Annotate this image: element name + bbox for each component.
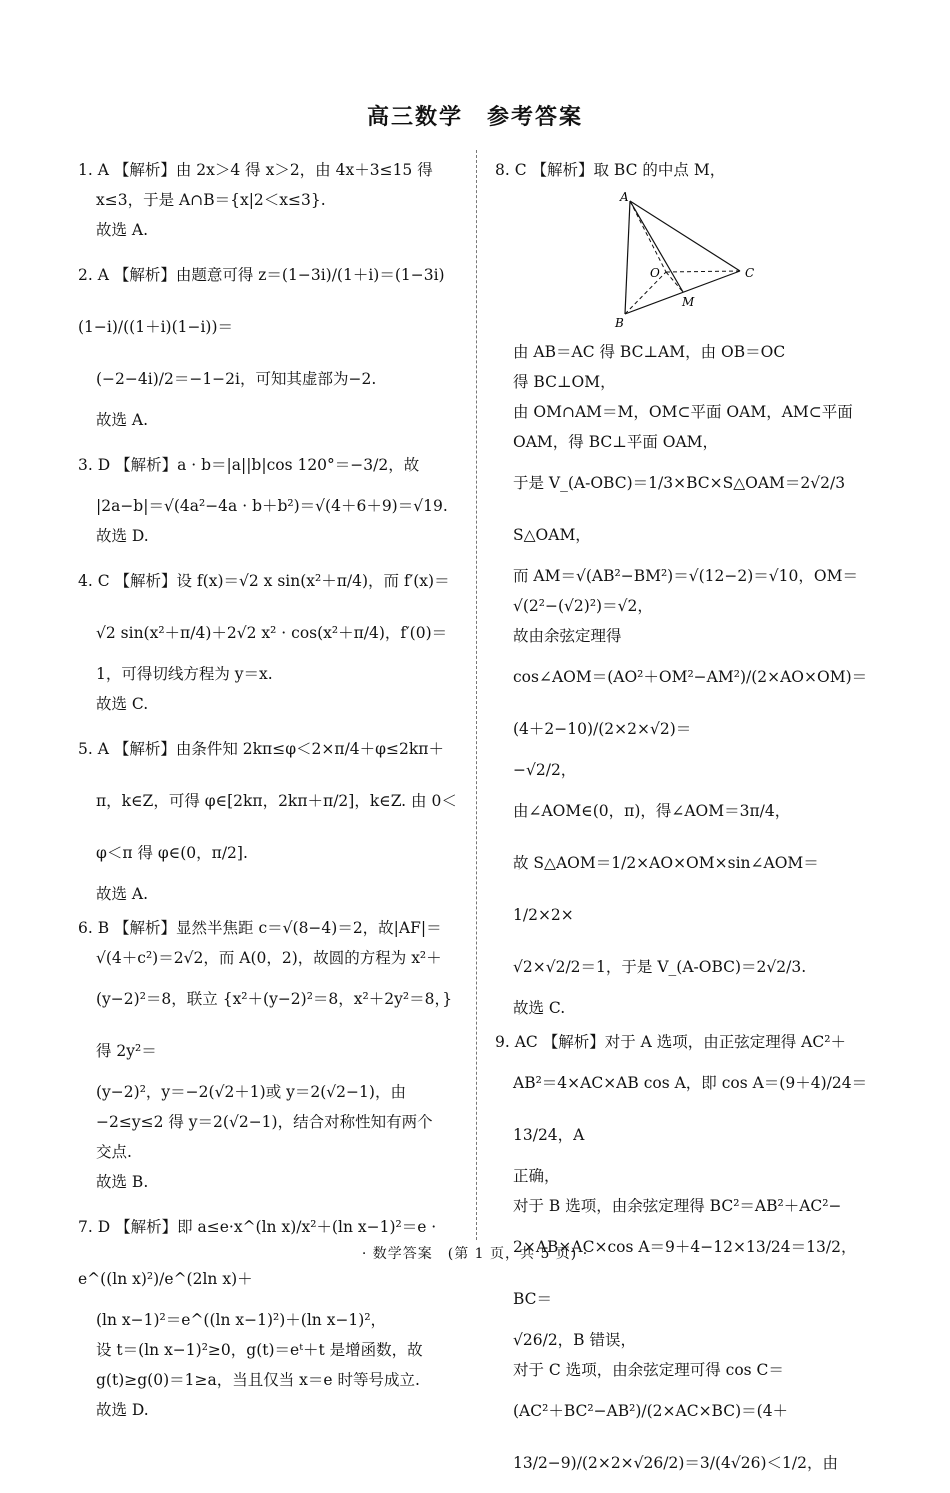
text-line: 7. D 【解析】即 a≤e·x^(ln x)/x²＋(ln x−1)²＝e · e^((ln x)²)/e^(2ln x)＋ (78, 1218, 437, 1288)
text-line: 由∠AOM∈(0，π)，得∠AOM＝3π/4， (513, 802, 791, 820)
tetrahedron-figure (610, 189, 760, 329)
text-line: 2×AB×AC×cos A＝9＋4−12×13/24＝13/2，BC＝ (513, 1238, 857, 1308)
vertex-label-a: A (620, 190, 629, 204)
text-line: 故选 D. (96, 1401, 149, 1419)
text-line: √26/2，B 错误， (513, 1331, 637, 1349)
text-line: x≤3，于是 A∩B＝{x|2＜x≤3}. (96, 191, 326, 209)
text-line: (AC²＋BC²−AB²)/(2×AC×BC)＝(4＋13/2−9)/(2×2×√26/2)＝3/(4√26)＜1/2，由 (513, 1402, 838, 1472)
vertex-label-b: B (615, 316, 624, 329)
vertex-label-m: M (682, 295, 695, 309)
text-line: 故选 A. (96, 411, 149, 429)
text-line: |2a−b|＝√(4a²−4a · b＋b²)＝√(4＋6＋9)＝√19. (96, 497, 448, 515)
text-line: 9. AC 【解析】对于 A 选项，由正弦定理得 AC²＋ (495, 1033, 846, 1051)
text-line: √2 sin(x²＋π/4)＋2√2 x² · cos(x²＋π/4)，f′(0)＝ (96, 624, 448, 642)
vertex-label-c: C (745, 266, 755, 280)
text-line: 而 AM＝√(AB²−BM²)＝√(12−2)＝√10，OM＝ (513, 567, 858, 585)
answer-q1 (78, 155, 460, 245)
text-line: 故 S△AOM＝1/2×AO×OM×sin∠AOM＝1/2×2× (513, 854, 819, 924)
text-line: (y−2)²，y＝−2(√2＋1)或 y＝2(√2−1)，由 (96, 1083, 406, 1101)
text-line: (ln x−1)²＝e^((ln x−1)²)＋(ln x−1)²， (96, 1311, 387, 1329)
right-column (495, 155, 873, 1493)
text-line: OAM，得 BC⊥平面 OAM， (513, 433, 719, 451)
text-line: 2. A 【解析】由题意可得 z＝(1−3i)/(1＋i)＝(1−3i)(1−i)/((1＋i)(1−i))＝ (78, 266, 445, 336)
text-line: 5. A 【解析】由条件知 2kπ≤φ＜2×π/4＋φ≤2kπ＋ (78, 740, 444, 758)
answer-q7 (78, 1201, 460, 1425)
text-line: 故选 A. (96, 885, 149, 903)
text-line: 4. C 【解析】设 f(x)＝√2 x sin(x²＋π/4)，而 f′(x)＝ (78, 572, 450, 590)
text-line: −√2/2， (513, 761, 577, 779)
text-line: AB²＝4×AC×AB cos A，即 cos A＝(9＋4)/24＝13/24，A (513, 1074, 868, 1144)
text-line: g(t)≥g(0)＝1≥a，当且仅当 x＝e 时等号成立. (96, 1371, 420, 1389)
text-line: (y−2)²＝8，联立 {x²＋(y−2)²＝8，x²＋2y²＝8，} 得 2y²＝ (96, 990, 453, 1060)
left-column (78, 155, 460, 1429)
text-line: φ＜π 得 φ∈(0，π/2]. (96, 844, 248, 862)
text-line: 故选 A. (96, 221, 149, 239)
text-line: 对于 C 选项，由余弦定理可得 cos C＝ (513, 1361, 784, 1379)
text-line: 于是 V_(A-OBC)＝1/3×BC×S△OAM＝2√2/3 S△OAM， (513, 474, 846, 544)
answer-q3 (78, 439, 460, 551)
text-line: 交点. (96, 1143, 132, 1161)
text-line: −2≤y≤2 得 y＝2(√2−1)，结合对称性知有两个 (96, 1113, 433, 1131)
text-line: 由 OM∩AM＝M，OM⊂平面 OAM，AM⊂平面 (513, 403, 853, 421)
text-line: (−2−4i)/2＝−1−2i，可知其虚部为−2. (96, 370, 377, 388)
answer-q4 (78, 555, 460, 719)
text-line: 得 BC⊥OM， (513, 373, 616, 391)
text-line: 故选 D. (96, 527, 149, 545)
text-line: 设 t＝(ln x−1)²≥0，g(t)＝eᵗ＋t 是增函数，故 (96, 1341, 423, 1359)
text-line: √2×√2/2＝1，于是 V_(A-OBC)＝2√2/3. (513, 958, 807, 976)
text-line: 3. D 【解析】a · b＝|a||b|cos 120°＝−3/2，故 (78, 456, 420, 474)
text-line: π，k∈Z，可得 φ∈[2kπ，2kπ＋π/2]，k∈Z. 由 0＜ (96, 792, 457, 810)
vertex-label-o: O (650, 266, 660, 280)
text-line: 由 AB＝AC 得 BC⊥AM，由 OB＝OC (513, 343, 786, 361)
text-line: 故选 B. (96, 1173, 149, 1191)
page-footer: · 数学答案 (第 1 页，共 5 页) · (361, 1246, 589, 1262)
text-line: 故选 C. (513, 999, 566, 1017)
text-line: 对于 B 选项，由余弦定理得 BC²＝AB²＋AC²− (513, 1197, 842, 1215)
text-line: 故选 C. (96, 695, 149, 713)
text-line: 正确， (513, 1167, 560, 1185)
answer-q5 (78, 723, 460, 909)
text-line: 6. B 【解析】显然半焦距 c＝√(8−4)＝2，故|AF|＝ (78, 919, 442, 937)
text-line: 1，可得切线方程为 y＝x. (96, 665, 273, 683)
column-divider (476, 150, 477, 1240)
text-line: 8. C 【解析】取 BC 的中点 M， (495, 161, 726, 179)
text-line: √(2²−(√2)²)＝√2， (513, 597, 653, 615)
answer-q8 (495, 155, 873, 1023)
text-line: 故由余弦定理得 (513, 627, 622, 645)
page-title: 高三数学 参考答案 (366, 104, 583, 130)
text-line: √(4＋c²)＝2√2，而 A(0，2)，故圆的方程为 x²＋ (96, 949, 442, 967)
answer-q2 (78, 249, 460, 435)
answer-q6 (78, 913, 460, 1197)
text-line: cos∠AOM＝(AO²＋OM²−AM²)/(2×AO×OM)＝(4＋2−10)/(2×2×√2)＝ (513, 668, 868, 738)
text-line: 1. A 【解析】由 2x＞4 得 x＞2，由 4x＋3≤15 得 (78, 161, 433, 179)
